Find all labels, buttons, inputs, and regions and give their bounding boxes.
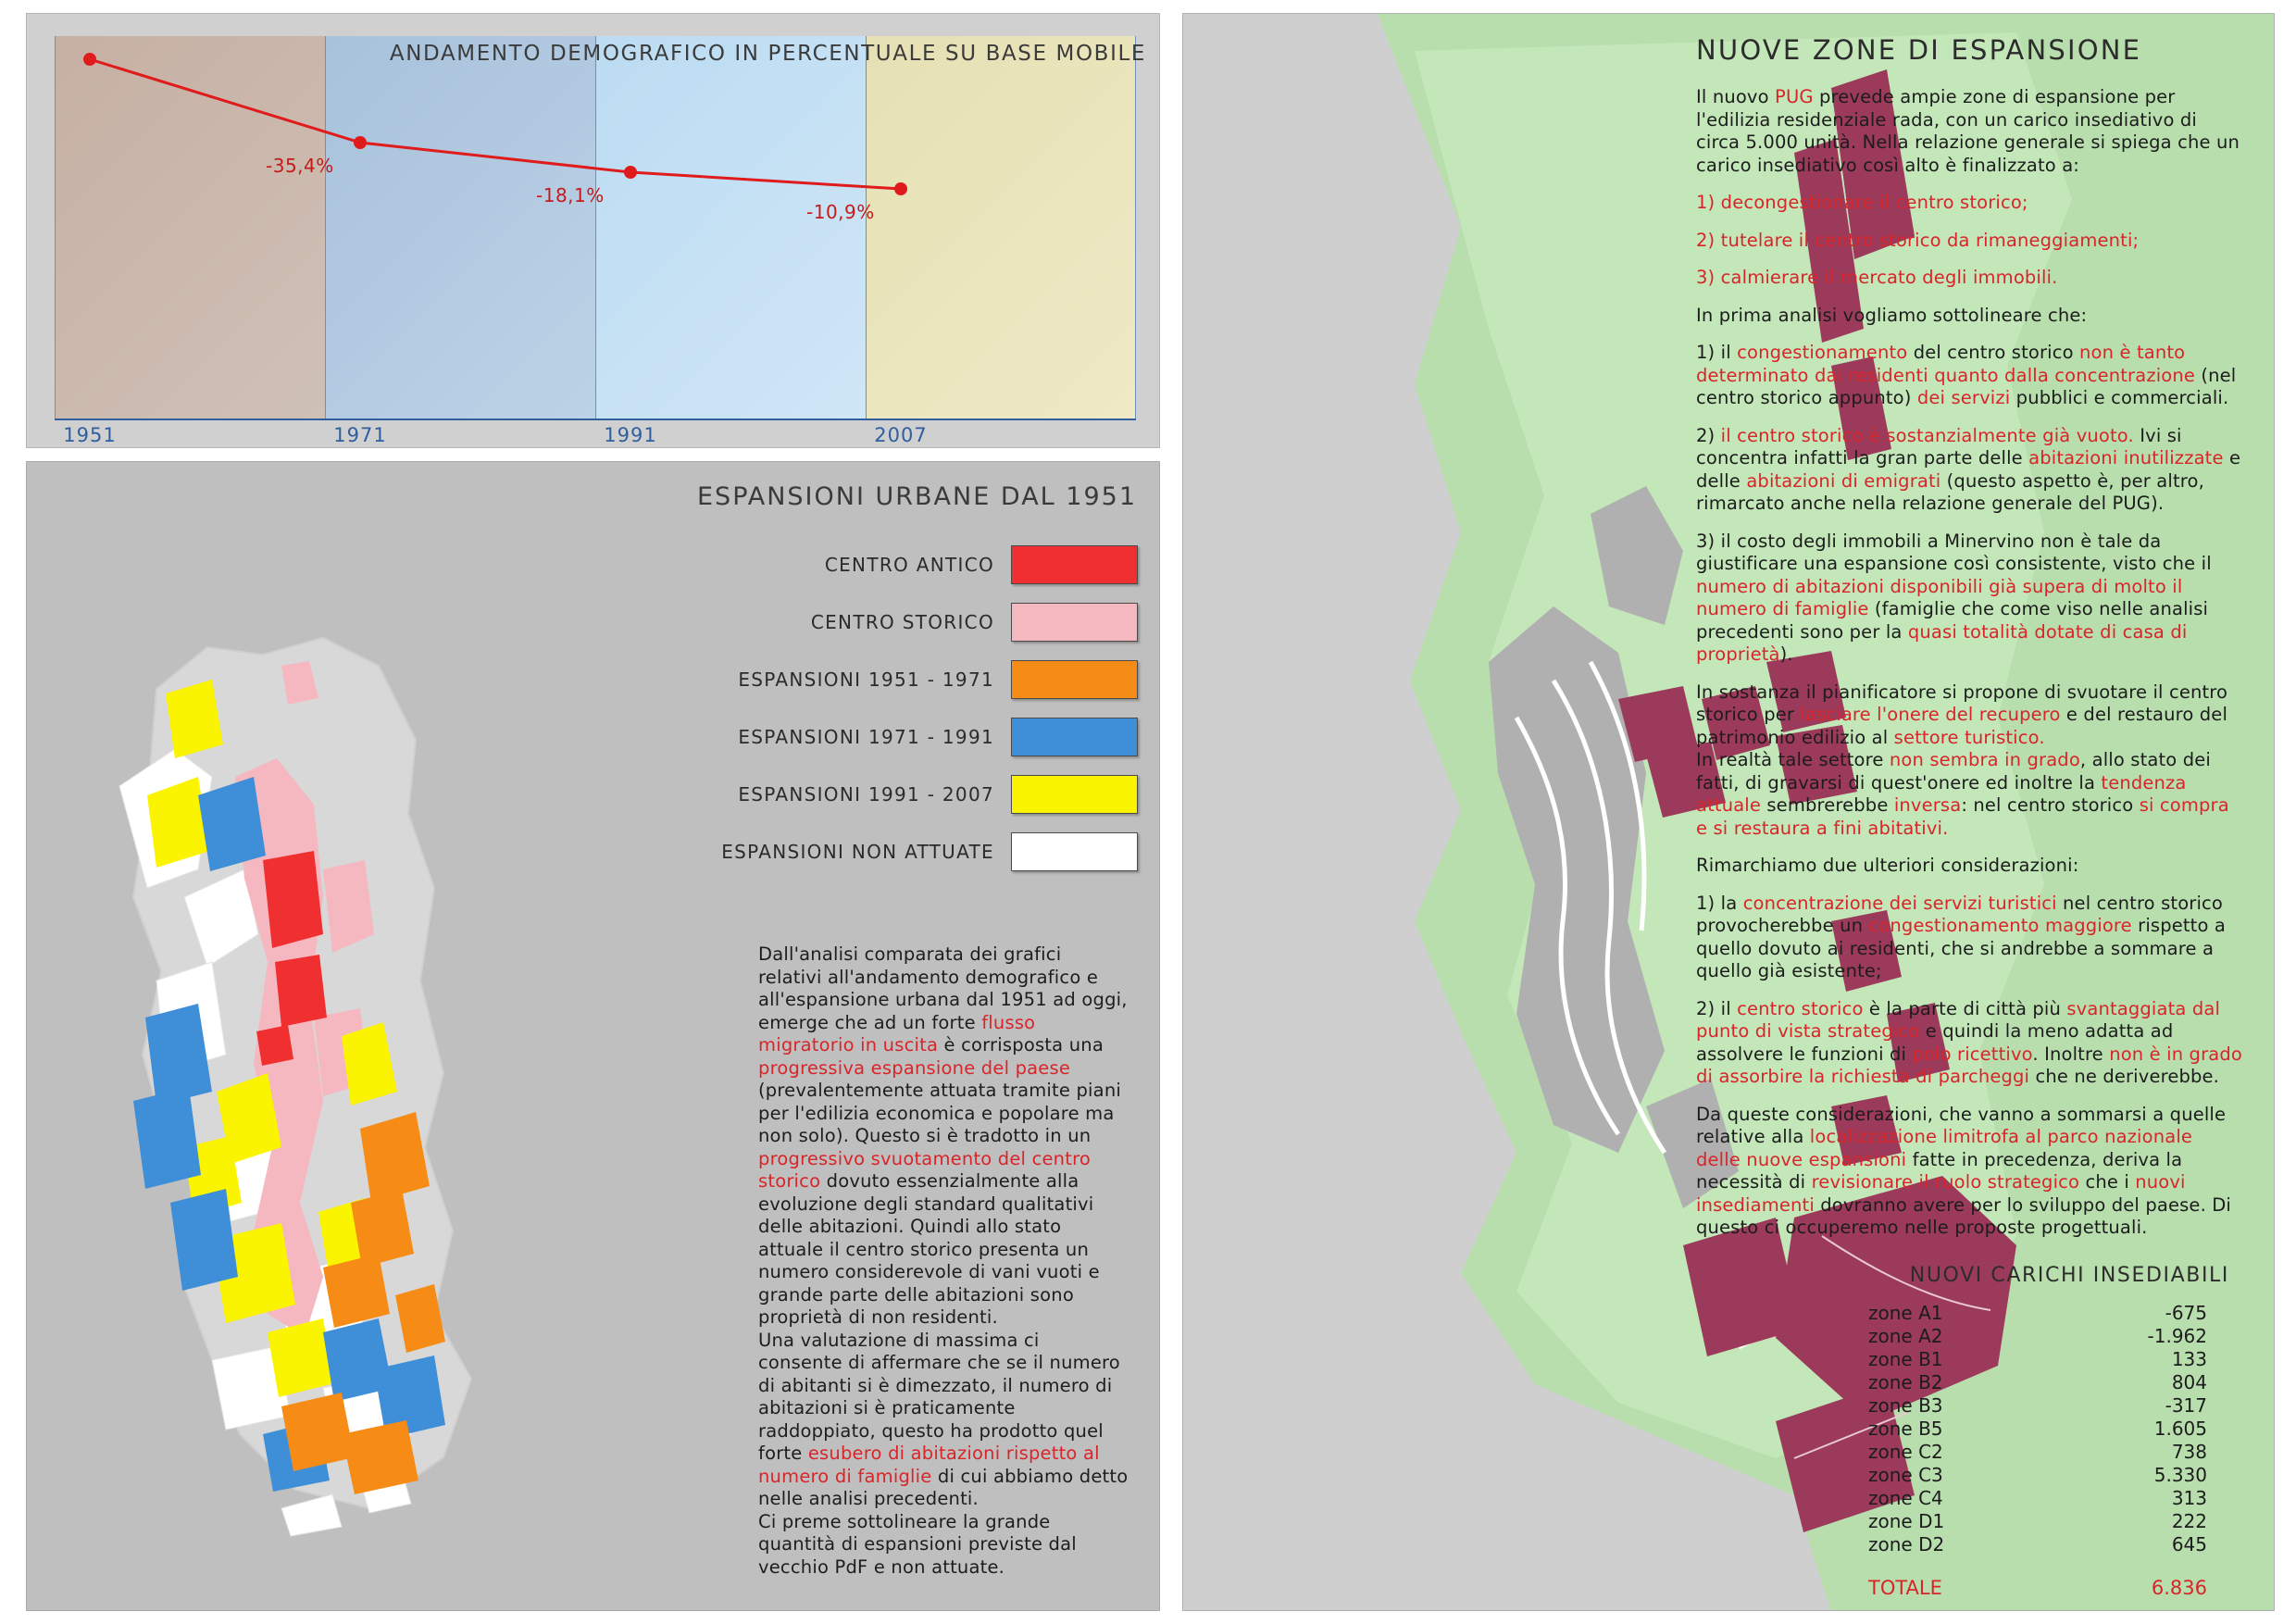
highlighted-text: non sembra in grado — [1889, 749, 2080, 770]
body-text: (questo aspetto è, per altro, rimarcato anche nella relazione generale del PUG). — [1696, 469, 2204, 514]
right-panel-title: NUOVE ZONE DI ESPANSIONE — [1696, 34, 2142, 66]
body-text: (famiglie che come viso nelle analisi precedenti sono per la — [1696, 598, 2209, 643]
carichi-zone-value: 313 — [2171, 1487, 2207, 1509]
carichi-zone-label: zone A1 — [1868, 1302, 1943, 1324]
carichi-rows — [1766, 1302, 2229, 1556]
legend-swatch-1971-1991 — [1011, 718, 1138, 756]
highlighted-text: congestionamento maggiore — [1868, 915, 2132, 936]
paragraph — [1696, 230, 2242, 253]
carichi-zone-label: zone B2 — [1868, 1371, 1943, 1393]
body-text: del centro storico — [1907, 342, 2079, 363]
highlighted-text: flusso migratorio in uscita — [758, 1011, 1036, 1056]
carichi-row — [1766, 1302, 2229, 1325]
carichi-zone-value: 804 — [2171, 1371, 2207, 1393]
chart-plot-area — [55, 36, 1136, 418]
body-text: Ivi si concentra infatti la gran parte delle — [1696, 424, 2182, 468]
chart-tick-1951: 1951 — [63, 424, 117, 446]
map-card-body-text — [758, 943, 1129, 1579]
legend-item — [666, 708, 1138, 766]
legend-swatch-1951-1971 — [1011, 660, 1138, 699]
body-text: rispetto a quello dovuto ai residenti, che si andrebbe a sommare a quello già esistente; — [1696, 915, 2227, 981]
carichi-row — [1766, 1371, 2229, 1394]
carichi-row — [1766, 1325, 2229, 1348]
highlighted-text: inversa — [1893, 794, 1962, 816]
highlighted-text: congestionamento — [1737, 342, 1908, 363]
carichi-zone-value: 738 — [2171, 1441, 2207, 1463]
map-card-title: ESPANSIONI URBANE DAL 1951 — [697, 482, 1137, 511]
body-text: : nel centro storico — [1961, 794, 2140, 816]
highlighted-text: 3) calmierare il mercato degli immobili. — [1696, 267, 2058, 288]
carichi-zone-value: 5.330 — [2153, 1464, 2207, 1486]
legend-item — [666, 593, 1138, 651]
highlighted-text: lasciare l'onere del recupero — [1800, 704, 2061, 725]
chart-tick-1991: 1991 — [604, 424, 657, 446]
urban-expansion-map-card — [26, 461, 1160, 1611]
body-text: (nel centro storico appunto) — [1696, 364, 2237, 408]
body-text: dovuto essenzialmente alla evoluzione degli standard qualitativi delle abitazioni. Quindi allo stato attuale il centro storico presenta un numero considerevole di vani vuoti e grande parte delle abitazioni sono proprietà di non residenti. — [758, 1170, 1100, 1328]
body-text: Rimarchiamo due ulteriori considerazioni: — [1696, 855, 2079, 876]
body-text: e del restauro del patrimonio edilizio al — [1696, 704, 2228, 748]
paragraph — [1696, 998, 2242, 1089]
highlighted-text: settore turistico. — [1893, 726, 2045, 748]
highlighted-text: dei servizi — [1916, 387, 2011, 408]
highlighted-text: esubero di abitazioni rispetto al numero di famiglie — [758, 1443, 1100, 1487]
body-text: (prevalentemente attuata tramite piani per l'edilizia economica e popolare ma non solo). Questo si è tradotto in un — [758, 1080, 1122, 1146]
legend-item — [666, 536, 1138, 593]
legend-item — [666, 823, 1138, 881]
highlighted-text: non è tanto determinato dai residenti quanto dalla concentrazione — [1696, 342, 2196, 386]
paragraph — [1696, 267, 2242, 290]
highlighted-text: progressivo svuotamento del centro storico — [758, 1147, 1092, 1192]
highlighted-text: si compra e si restaura a fini abitativi. — [1696, 794, 2229, 839]
highlighted-text: il centro storico è sostanzialmente già vuoto. — [1720, 424, 2134, 446]
carichi-total-row — [1766, 1577, 2229, 1599]
body-text: Da queste considerazioni, che vanno a sommarsi a quelle relative alla — [1696, 1103, 2227, 1147]
carichi-total-value: 6.836 — [2151, 1577, 2207, 1599]
carichi-zone-label: zone B5 — [1868, 1418, 1943, 1440]
chart-point-label-1971: -35,4% — [266, 155, 334, 177]
map-legend — [666, 536, 1138, 881]
highlighted-text: revisionare il ruolo strategico — [1811, 1171, 2080, 1193]
body-text: dovranno avere per lo sviluppo del paese. Di questo ci occuperemo nelle proposte progettuali. — [1696, 1193, 2232, 1238]
body-text: che ne deriverebbe. — [2029, 1066, 2220, 1087]
body-text: e quindi la meno adatta ad assolvere le funzioni di — [1696, 1020, 2174, 1065]
chart-point-label-1991: -18,1% — [536, 184, 605, 206]
body-text: Ci preme sottolineare la grande quantità di espansioni previste dal vecchio PdF e non attuate. — [758, 1510, 1077, 1578]
left-panel — [26, 13, 1160, 1611]
body-text: Il nuovo — [1696, 86, 1776, 107]
carichi-zone-label: zone C2 — [1868, 1441, 1943, 1463]
carichi-zone-value: -1.962 — [2147, 1325, 2207, 1347]
body-text: 1) la — [1696, 892, 1743, 914]
highlighted-text: numero di abitazioni disponibili già supera di molto il numero di famiglie — [1696, 575, 2183, 619]
paragraph — [1696, 531, 2242, 667]
carichi-zone-value: 645 — [2171, 1533, 2207, 1555]
highlighted-text: polo ricettivo — [1912, 1043, 2033, 1065]
body-text: sembrerebbe — [1761, 794, 1894, 816]
carichi-zone-label: zone B3 — [1868, 1394, 1943, 1417]
paragraph — [1696, 893, 2242, 983]
carichi-zone-value: 133 — [2171, 1348, 2207, 1370]
legend-label: CENTRO STORICO — [810, 611, 994, 633]
paragraph — [1696, 855, 2242, 878]
highlighted-text: nuovi insediamenti — [1696, 1171, 2186, 1216]
body-text: prevede ampie zone di espansione per l'edilizia residenziale rada, con un carico insediativo di circa 5.000 unità. Nella relazione generale si spiega che un carico insediativo così alto è finalizzato a: — [1696, 86, 2240, 176]
carichi-table-title: NUOVI CARICHI INSEDIABILI — [1909, 1264, 2229, 1287]
legend-label: ESPANSIONI 1971 - 1991 — [738, 726, 994, 748]
carichi-zone-label: zone A2 — [1868, 1325, 1943, 1347]
highlighted-text: progressiva espansione del paese — [758, 1056, 1071, 1079]
carichi-zone-value: 1.605 — [2153, 1418, 2207, 1440]
body-text: 2) — [1696, 424, 1721, 446]
chart-point-label-2007: -10,9% — [806, 201, 875, 223]
legend-label: ESPANSIONI NON ATTUATE — [721, 841, 994, 863]
chart-line-series — [55, 36, 1136, 418]
body-text: nel centro storico provocherebbe un — [1696, 892, 2223, 936]
carichi-zone-value: 222 — [2171, 1510, 2207, 1532]
paragraph — [1696, 1104, 2242, 1240]
carichi-row — [1766, 1533, 2229, 1556]
highlighted-text: localizzazione limitrofa al parco nazionale delle nuove espansioni — [1696, 1126, 2193, 1170]
highlighted-text: abitazioni di emigrati — [1746, 469, 1941, 492]
carichi-zone-label: zone D2 — [1868, 1533, 1945, 1555]
highlighted-text: abitazioni inutilizzate — [2028, 447, 2224, 468]
body-text: In prima analisi vogliamo sottolineare che: — [1696, 304, 2088, 326]
highlighted-text: centro storico — [1737, 997, 1864, 1019]
chart-tick-1971: 1971 — [333, 424, 387, 446]
legend-swatch-centro-storico — [1011, 603, 1138, 642]
legend-swatch-non-attuate — [1011, 832, 1138, 871]
chart-x-axis — [55, 418, 1136, 420]
body-text: fatte in precedenza, deriva la necessità di — [1696, 1148, 2183, 1193]
legend-item — [666, 766, 1138, 823]
body-text: Dall'analisi comparata dei grafici relativi all'andamento demografico e all'espansione urbana dal 1951 ad oggi, emerge che ad un forte — [758, 943, 1128, 1033]
legend-label: CENTRO ANTICO — [824, 554, 994, 576]
carichi-row — [1766, 1464, 2229, 1487]
highlighted-text: tendenza attuale — [1696, 771, 2187, 816]
carichi-total-label: TOTALE — [1868, 1577, 1942, 1599]
body-text: . Inoltre — [2032, 1043, 2110, 1065]
carichi-row — [1766, 1394, 2229, 1418]
carichi-zone-label: zone C3 — [1868, 1464, 1943, 1486]
demographic-chart-card — [26, 13, 1160, 448]
body-text: pubblici e commerciali. — [2010, 387, 2229, 408]
carichi-zone-label: zone B1 — [1868, 1348, 1943, 1370]
paragraph — [1696, 192, 2242, 215]
body-text: ). — [1779, 643, 1793, 665]
carichi-zone-label: zone C4 — [1868, 1487, 1943, 1509]
chart-tick-2007: 2007 — [874, 424, 928, 446]
urban-expansion-map — [45, 499, 675, 1601]
body-text: è corrisposta una — [938, 1034, 1104, 1056]
legend-swatch-1991-2007 — [1011, 775, 1138, 814]
carichi-row — [1766, 1510, 2229, 1533]
highlighted-text: concentrazione dei servizi turistici — [1742, 892, 2057, 914]
body-text: e delle — [1696, 447, 2241, 492]
carichi-row — [1766, 1487, 2229, 1510]
highlighted-text: 1) decongestionare il centro storico; — [1696, 192, 2028, 213]
legend-label: ESPANSIONI 1951 - 1971 — [738, 668, 994, 691]
body-text: Una valutazione di massima ci consente di affermare che se il numero di abitanti si è dimezzato, il numero di abitazioni si è praticamente raddoppiato, questo ha prodotto quel forte — [758, 1329, 1120, 1464]
carichi-insediabili-table — [1766, 1264, 2229, 1599]
right-panel-body — [1696, 86, 2242, 1240]
body-text: , allo stato dei fatti, di gravarsi di quest'onere ed inoltre la — [1696, 749, 2211, 793]
body-text: di cui abbiamo detto nelle analisi precedenti. — [758, 1465, 1129, 1509]
carichi-row — [1766, 1348, 2229, 1371]
right-text-column — [1696, 34, 2242, 1255]
highlighted-text: non è in grado di assorbire la richiesta di parcheggi — [1696, 1043, 2242, 1087]
body-text: che i — [2079, 1171, 2136, 1193]
carichi-zone-value: -675 — [2165, 1302, 2207, 1324]
legend-item — [666, 651, 1138, 708]
chart-title: ANDAMENTO DEMOGRAFICO IN PERCENTUALE SU BASE MOBILE — [389, 42, 1146, 66]
paragraph — [1696, 86, 2242, 177]
highlighted-text: 2) tutelare il centro storico da rimaneggiamenti; — [1696, 229, 2140, 251]
paragraph — [1696, 425, 2242, 516]
legend-swatch-centro-antico — [1011, 545, 1138, 584]
highlighted-text: PUG — [1775, 86, 1814, 107]
legend-label: ESPANSIONI 1991 - 2007 — [738, 783, 994, 806]
carichi-zone-label: zone D1 — [1868, 1510, 1945, 1532]
body-text: è la parte di città più — [1863, 997, 2067, 1019]
highlighted-text: svantaggiata dal punto di vista strategico — [1696, 997, 2221, 1042]
carichi-row — [1766, 1418, 2229, 1441]
highlighted-text: quasi totalità dotate di casa di proprietà — [1696, 620, 2188, 665]
body-text: 3) il costo degli immobili a Minervino non è tale da giustificare una espansione così consistente, visto che il — [1696, 530, 2212, 574]
paragraph — [1696, 305, 2242, 328]
paragraph — [1696, 681, 2242, 841]
body-text: In realtà tale settore — [1696, 749, 1890, 770]
body-text: 2) il — [1696, 997, 1738, 1019]
body-text: 1) il — [1696, 342, 1738, 363]
carichi-zone-value: -317 — [2165, 1394, 2207, 1417]
right-panel — [1182, 13, 2275, 1611]
paragraph — [1696, 342, 2242, 410]
body-text: In sostanza il pianificatore si propone di svuotare il centro storico per — [1696, 681, 2228, 725]
carichi-row — [1766, 1441, 2229, 1464]
